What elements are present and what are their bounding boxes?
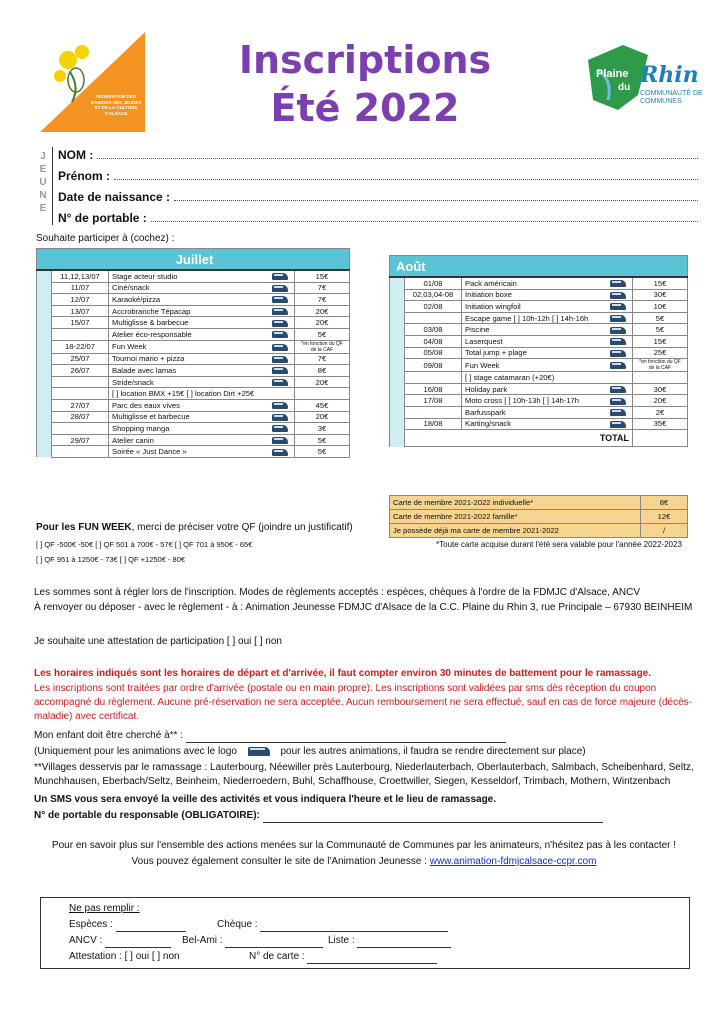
juillet-transport bbox=[266, 294, 295, 306]
aout-date bbox=[405, 372, 462, 384]
juillet-row bbox=[37, 340, 350, 353]
office-title: Ne pas remplir : bbox=[69, 903, 140, 914]
footer-contact: Pour en savoir plus sur l'ensemble des actions menées sur la Communauté de Communes par les animateurs, n'hésitez pas à les contacter ! bbox=[51, 840, 677, 851]
bus-icon bbox=[610, 315, 626, 322]
juillet-date: 25/07 bbox=[52, 353, 109, 365]
especes-label: Espèces : bbox=[69, 919, 113, 930]
aout-price: 5€ bbox=[633, 324, 688, 336]
aout-activity: [ ] stage catamaran (+20€) bbox=[462, 372, 605, 384]
bus-icon bbox=[272, 414, 288, 421]
aout-date: 16/08 bbox=[405, 383, 462, 395]
juillet-checkbox-strip[interactable] bbox=[37, 340, 52, 353]
juillet-transport bbox=[266, 317, 295, 329]
bus-icon bbox=[272, 296, 288, 303]
office-liste bbox=[328, 934, 451, 948]
aout-transport bbox=[604, 359, 633, 372]
bus-icon bbox=[272, 344, 288, 351]
membership-note: *Toute carte acquise durant l'été sera valable pour l'année 2022-2023 bbox=[436, 540, 682, 549]
bus-icon bbox=[248, 747, 270, 756]
aout-activity: Holiday park bbox=[462, 383, 605, 395]
attestation-choice[interactable]: Je souhaite une attestation de participation [ ] oui [ ] non bbox=[34, 636, 282, 647]
aout-total-value[interactable] bbox=[633, 430, 688, 447]
office-ancv bbox=[69, 934, 171, 948]
aout-price: 35€ bbox=[633, 418, 688, 430]
juillet-price: 45€ bbox=[295, 399, 350, 411]
funweek-heading-rest: , merci de préciser votre QF (joindre un justificatif) bbox=[131, 522, 353, 533]
bus-icon bbox=[272, 308, 288, 315]
juillet-date bbox=[52, 388, 109, 400]
juillet-transport bbox=[266, 388, 295, 400]
juillet-date: 28/07 bbox=[52, 411, 109, 423]
belami-label: Bel-Ami : bbox=[182, 935, 223, 946]
bus-icon bbox=[610, 362, 626, 369]
bus-icon bbox=[610, 327, 626, 334]
funweek-qf-line-2[interactable]: [ ] QF 951 à 1250€ - 73€ [ ] QF +1250€ - 80€ bbox=[36, 555, 186, 564]
juillet-date bbox=[52, 446, 109, 458]
juillet-checkbox-strip[interactable] bbox=[37, 294, 52, 306]
juillet-activity: Atelier éco-responsable bbox=[109, 328, 267, 340]
juillet-row bbox=[37, 423, 350, 435]
bus-icon bbox=[610, 280, 626, 287]
mobile-field[interactable] bbox=[58, 211, 698, 225]
logo-word-rhin: Rhin bbox=[640, 62, 699, 88]
juillet-row bbox=[37, 282, 350, 294]
villages-list: **Villages desservis par le ramassage : Lauterbourg, Néewiller près Lauterbourg, Niederlauterbach, Oberlauterbach, Salmbach, Scheibenhard, Seltz, Munchhausen, Eberbach/Seltz, Beinheim, Niederroedern, Buhl, Schaffhouse, Croettwiller, Siegen, Kesseldorf, Trimbach, Mothern, Wintzenbach bbox=[34, 762, 694, 787]
aout-transport bbox=[604, 312, 633, 324]
jeune-letter: E bbox=[39, 203, 47, 214]
aout-transport bbox=[604, 335, 633, 347]
aout-checkbox-strip[interactable] bbox=[390, 406, 405, 418]
birthdate-line[interactable] bbox=[174, 190, 698, 201]
bus-icon bbox=[610, 386, 626, 393]
aout-activity: Piscine bbox=[462, 324, 605, 336]
bus-icon bbox=[272, 425, 288, 432]
aout-date: 17/08 bbox=[405, 395, 462, 407]
bus-icon bbox=[610, 338, 626, 345]
aout-activity: Pack américain bbox=[462, 277, 605, 289]
juillet-price: 5€ bbox=[295, 446, 350, 458]
juillet-activity: [ ] location BMX +15€ [ ] location Dirt +25€ bbox=[109, 388, 267, 400]
juillet-activity: Stride/snack bbox=[109, 376, 267, 388]
aout-row bbox=[390, 347, 688, 359]
prenom-line[interactable] bbox=[114, 169, 698, 180]
aout-checkbox-strip[interactable] bbox=[390, 347, 405, 359]
juillet-checkbox-strip[interactable] bbox=[37, 365, 52, 377]
juillet-date: 11/07 bbox=[52, 282, 109, 294]
website-link[interactable]: www.animation-fdmjcalsace-ccpr.com bbox=[429, 856, 597, 867]
page-title bbox=[190, 36, 540, 132]
aout-price: 15€ bbox=[633, 335, 688, 347]
liste-label: Liste : bbox=[328, 935, 355, 946]
aout-price: 2€ bbox=[633, 406, 688, 418]
juillet-transport bbox=[266, 365, 295, 377]
bus-icon bbox=[610, 398, 626, 405]
membership-row[interactable] bbox=[390, 496, 688, 510]
aout-price: 15€ bbox=[633, 277, 688, 289]
juillet-price: 20€ bbox=[295, 411, 350, 423]
jeune-letter: U bbox=[39, 177, 47, 188]
bus-icon bbox=[272, 367, 288, 374]
jeune-side-label bbox=[37, 150, 49, 215]
identity-divider bbox=[52, 147, 53, 225]
pickup-location[interactable] bbox=[34, 729, 694, 743]
liste-line bbox=[357, 937, 451, 948]
aout-transport bbox=[604, 347, 633, 359]
sms-notice: Un SMS vous sera envoyé la veille des activités et vous indiquera l'heure et le lieu de ramassage. bbox=[34, 794, 497, 805]
aout-activity: Initiation boxe bbox=[462, 289, 605, 301]
membership-label: Je possède déjà ma carte de membre 2021-2022 bbox=[390, 524, 641, 538]
aout-activity: Moto cross [ ] 10h-13h [ ] 14h-17h bbox=[462, 395, 605, 407]
aout-date: 03/08 bbox=[405, 324, 462, 336]
juillet-transport bbox=[266, 353, 295, 365]
membership-table bbox=[389, 495, 688, 538]
nom-label: NOM : bbox=[58, 148, 94, 162]
office-especes bbox=[69, 918, 186, 932]
logo-word-plaine: Plaine bbox=[596, 68, 629, 80]
logo-subtitle: COMMUNAUTÉ DE COMMUNES bbox=[640, 90, 703, 105]
juillet-activity: Shopping manga bbox=[109, 423, 267, 435]
juillet-date: 12/07 bbox=[52, 294, 109, 306]
aout-checkbox-strip[interactable] bbox=[390, 289, 405, 301]
juillet-row bbox=[37, 328, 350, 340]
juillet-row bbox=[37, 434, 350, 446]
return-address: À renvoyer ou déposer - avec le règlement - à : Animation Jeunesse FDMJC d'Alsace de la C.C. Plaine du Rhin 3, rue Principale – 67930 BEINHEIM bbox=[34, 602, 693, 613]
juillet-price: 5€ bbox=[295, 328, 350, 340]
aout-checkbox-strip[interactable] bbox=[390, 277, 405, 289]
aout-row bbox=[390, 324, 688, 336]
aout-checkbox-strip[interactable] bbox=[390, 383, 405, 395]
aout-title: Août bbox=[390, 256, 688, 278]
nom-field[interactable] bbox=[58, 148, 698, 162]
juillet-activity: Balade avec lamas bbox=[109, 365, 267, 377]
title-line-1: Inscriptions bbox=[238, 38, 492, 82]
fdmjc-logo bbox=[40, 32, 145, 132]
office-carte bbox=[249, 950, 437, 964]
aout-checkbox-strip[interactable] bbox=[390, 418, 405, 430]
juillet-checkbox-strip[interactable] bbox=[37, 399, 52, 411]
juillet-activity: Accrobranche Tépacap bbox=[109, 305, 267, 317]
juillet-row bbox=[37, 399, 350, 411]
aout-price: 5€ bbox=[633, 312, 688, 324]
membership-price: 12€ bbox=[641, 510, 688, 524]
aout-price bbox=[633, 372, 688, 384]
juillet-activity: Parc des eaux vives bbox=[109, 399, 267, 411]
aout-date: 04/08 bbox=[405, 335, 462, 347]
bus-icon bbox=[272, 379, 288, 386]
juillet-row bbox=[37, 305, 350, 317]
aout-total-label: TOTAL bbox=[405, 430, 633, 447]
aout-date bbox=[405, 312, 462, 324]
office-attestation: Attestation : [ ] oui [ ] non bbox=[69, 951, 180, 962]
juillet-title: Juillet bbox=[37, 249, 350, 271]
juillet-date: 26/07 bbox=[52, 365, 109, 377]
bus-icon bbox=[610, 350, 626, 357]
carte-label: N° de carte : bbox=[249, 951, 305, 962]
ancv-line bbox=[105, 937, 171, 948]
bus-icon bbox=[272, 356, 288, 363]
logo-word-du: du bbox=[618, 82, 631, 93]
aout-transport bbox=[604, 301, 633, 313]
office-use-box bbox=[40, 897, 690, 969]
aout-price: *en fonction du QF de la CAF bbox=[633, 359, 688, 372]
membership-label: Carte de membre 2021-2022 famille* bbox=[390, 510, 641, 524]
aout-checkbox-strip[interactable] bbox=[390, 312, 405, 324]
aout-date: 02/08 bbox=[405, 301, 462, 313]
juillet-activity: Multiglisse et barbecue bbox=[109, 411, 267, 423]
aout-price: 20€ bbox=[633, 395, 688, 407]
office-cheque bbox=[217, 918, 448, 932]
aout-checkbox-strip[interactable] bbox=[390, 324, 405, 336]
juillet-transport bbox=[266, 270, 295, 282]
juillet-date: 15/07 bbox=[52, 317, 109, 329]
juillet-checkbox-strip[interactable] bbox=[37, 353, 52, 365]
aout-row bbox=[390, 372, 688, 384]
juillet-price: 20€ bbox=[295, 317, 350, 329]
cheque-line bbox=[260, 921, 448, 932]
bus-icon bbox=[610, 409, 626, 416]
bus-icon bbox=[272, 320, 288, 327]
juillet-price: 7€ bbox=[295, 282, 350, 294]
juillet-checkbox-strip[interactable] bbox=[37, 446, 52, 458]
belami-line bbox=[225, 937, 323, 948]
juillet-price: 20€ bbox=[295, 376, 350, 388]
aout-row bbox=[390, 335, 688, 347]
aout-date: 09/08 bbox=[405, 359, 462, 372]
pickup-note-b: pour les autres animations, il faudra se rendre directement sur place) bbox=[280, 746, 586, 757]
aout-row bbox=[390, 277, 688, 289]
juillet-transport bbox=[266, 340, 295, 353]
juillet-transport bbox=[266, 328, 295, 340]
aout-transport bbox=[604, 395, 633, 407]
juillet-checkbox-strip[interactable] bbox=[37, 328, 52, 340]
aout-transport bbox=[604, 324, 633, 336]
footer-website-label: Vous pouvez également consulter le site de l'Animation Jeunesse : bbox=[131, 856, 427, 867]
juillet-transport bbox=[266, 434, 295, 446]
juillet-table bbox=[36, 248, 350, 458]
aout-activity: Initiation wingfoil bbox=[462, 301, 605, 313]
juillet-price: *en fonction du QF de la CAF bbox=[295, 340, 350, 353]
juillet-date: 11,12,13/07 bbox=[52, 270, 109, 282]
aout-activity: Laserquest bbox=[462, 335, 605, 347]
bus-icon bbox=[610, 303, 626, 310]
aout-checkbox-strip[interactable] bbox=[390, 301, 405, 313]
pickup-note-a: (Uniquement pour les animations avec le logo bbox=[34, 746, 237, 757]
juillet-row bbox=[37, 411, 350, 423]
title-line-2: Été 2022 bbox=[270, 86, 460, 130]
juillet-date: 29/07 bbox=[52, 434, 109, 446]
fdmjc-logo-text: FÉDÉRATION DES MAISONS DES JEUNES ET DE LA CULTURE D'ALSACE bbox=[90, 94, 142, 116]
guardian-phone[interactable] bbox=[34, 809, 694, 823]
funweek-qf-line-1[interactable]: [ ] QF -500€ -50€ [ ] QF 501 à 700€ - 57€ [ ] QF 701 à 950€ - 65€ bbox=[36, 540, 253, 549]
bus-icon bbox=[272, 449, 288, 456]
prenom-field[interactable] bbox=[58, 169, 698, 183]
juillet-price: 15€ bbox=[295, 270, 350, 282]
juillet-checkbox-strip[interactable] bbox=[37, 305, 52, 317]
mobile-line[interactable] bbox=[151, 211, 698, 222]
juillet-row bbox=[37, 388, 350, 400]
aout-row bbox=[390, 312, 688, 324]
juillet-transport bbox=[266, 376, 295, 388]
juillet-price bbox=[295, 388, 350, 400]
mobile-label: N° de portable : bbox=[58, 211, 147, 225]
aout-activity: Karting/snack bbox=[462, 418, 605, 430]
juillet-transport bbox=[266, 399, 295, 411]
aout-row bbox=[390, 406, 688, 418]
guardian-phone-line[interactable] bbox=[263, 812, 603, 823]
juillet-activity: Atelier canin bbox=[109, 434, 267, 446]
juillet-transport bbox=[266, 446, 295, 458]
jeune-letter: E bbox=[39, 164, 47, 175]
aout-checkbox-strip[interactable] bbox=[390, 335, 405, 347]
aout-row bbox=[390, 395, 688, 407]
footer-website bbox=[34, 855, 694, 869]
juillet-price: 3€ bbox=[295, 423, 350, 435]
cheque-label: Chèque : bbox=[217, 919, 258, 930]
aout-row bbox=[390, 418, 688, 430]
aout-date: 18/08 bbox=[405, 418, 462, 430]
juillet-checkbox-strip[interactable] bbox=[37, 317, 52, 329]
membership-row[interactable] bbox=[390, 510, 688, 524]
juillet-date: 18-22/07 bbox=[52, 340, 109, 353]
bus-icon bbox=[610, 292, 626, 299]
funweek-heading bbox=[36, 522, 353, 533]
juillet-price: 8€ bbox=[295, 365, 350, 377]
funweek-heading-bold: Pour les FUN WEEK bbox=[36, 522, 132, 533]
juillet-date bbox=[52, 376, 109, 388]
membership-price: 8€ bbox=[641, 496, 688, 510]
prenom-label: Prénom : bbox=[58, 169, 111, 183]
juillet-checkbox-strip[interactable] bbox=[37, 376, 52, 388]
juillet-transport bbox=[266, 423, 295, 435]
aout-date: 02,03,04-08 bbox=[405, 289, 462, 301]
aout-price: 30€ bbox=[633, 383, 688, 395]
pickup-label: Mon enfant doit être cherché à** : bbox=[34, 730, 183, 741]
aout-activity: Barfusspark bbox=[462, 406, 605, 418]
aout-transport bbox=[604, 277, 633, 289]
guardian-phone-label: N° de portable du responsable (OBLIGATOIRE): bbox=[34, 810, 260, 821]
juillet-activity: Stage acteur studio bbox=[109, 270, 267, 282]
aout-table bbox=[389, 255, 688, 447]
birthdate-label: Date de naissance : bbox=[58, 190, 171, 204]
ancv-label: ANCV : bbox=[69, 935, 103, 946]
aout-row bbox=[390, 383, 688, 395]
juillet-activity: Tournoi mario + pizza bbox=[109, 353, 267, 365]
membership-price: / bbox=[641, 524, 688, 538]
juillet-transport bbox=[266, 411, 295, 423]
payment-info: Les sommes sont à régler lors de l'inscription. Modes de règlements acceptés : espèces, chèques à l'ordre de la FDMJC d'Alsace, ANCV bbox=[34, 587, 641, 598]
aout-date bbox=[405, 406, 462, 418]
aout-transport bbox=[604, 406, 633, 418]
juillet-price: 7€ bbox=[295, 294, 350, 306]
juillet-date: 13/07 bbox=[52, 305, 109, 317]
plaine-du-rhin-logo bbox=[578, 40, 708, 130]
aout-transport bbox=[604, 372, 633, 384]
aout-checkbox-strip[interactable] bbox=[390, 372, 405, 384]
intro-text: Souhaite participer à (cochez) : bbox=[36, 233, 175, 244]
juillet-checkbox-strip[interactable] bbox=[37, 282, 52, 294]
juillet-row bbox=[37, 376, 350, 388]
juillet-checkbox-strip[interactable] bbox=[37, 423, 52, 435]
juillet-row bbox=[37, 365, 350, 377]
juillet-activity: Karaoké/pizza bbox=[109, 294, 267, 306]
aout-date: 05/08 bbox=[405, 347, 462, 359]
aout-price: 25€ bbox=[633, 347, 688, 359]
aout-checkbox-strip[interactable] bbox=[390, 359, 405, 372]
schedule-warning: Les horaires indiqués sont les horaires de départ et d'arrivée, il faut compter environ 30 minutes de battement pour le ramassage. bbox=[34, 668, 652, 679]
juillet-row bbox=[37, 317, 350, 329]
aout-transport bbox=[604, 418, 633, 430]
aout-row bbox=[390, 359, 688, 372]
carte-line bbox=[307, 953, 437, 964]
bus-icon bbox=[610, 421, 626, 428]
aout-date: 01/08 bbox=[405, 277, 462, 289]
juillet-row bbox=[37, 446, 350, 458]
juillet-date: 27/07 bbox=[52, 399, 109, 411]
juillet-date bbox=[52, 328, 109, 340]
nom-line[interactable] bbox=[97, 148, 698, 159]
aout-row bbox=[390, 301, 688, 313]
aout-transport bbox=[604, 289, 633, 301]
aout-checkbox-strip[interactable] bbox=[390, 395, 405, 407]
aout-activity: Fun Week bbox=[462, 359, 605, 372]
bus-icon bbox=[272, 273, 288, 280]
juillet-row bbox=[37, 294, 350, 306]
especes-line bbox=[116, 921, 186, 932]
jeune-letter: N bbox=[39, 190, 47, 201]
pickup-line[interactable] bbox=[186, 732, 506, 743]
juillet-transport bbox=[266, 305, 295, 317]
aout-row bbox=[390, 289, 688, 301]
juillet-checkbox-strip[interactable] bbox=[37, 434, 52, 446]
bus-icon bbox=[272, 402, 288, 409]
membership-row[interactable] bbox=[390, 524, 688, 538]
juillet-price: 20€ bbox=[295, 305, 350, 317]
juillet-price: 5€ bbox=[295, 434, 350, 446]
aout-total-strip bbox=[390, 430, 405, 447]
membership-label: Carte de membre 2021-2022 individuelle* bbox=[390, 496, 641, 510]
juillet-activity: Ciné/snack bbox=[109, 282, 267, 294]
juillet-date bbox=[52, 423, 109, 435]
aout-price: 30€ bbox=[633, 289, 688, 301]
aout-transport bbox=[604, 383, 633, 395]
juillet-checkbox-strip[interactable] bbox=[37, 270, 52, 282]
bus-icon bbox=[272, 331, 288, 338]
aout-activity: Escape game [ ] 10h-12h [ ] 14h-16h bbox=[462, 312, 605, 324]
bus-icon bbox=[272, 285, 288, 292]
juillet-activity: Fun Week bbox=[109, 340, 267, 353]
juillet-price: 7€ bbox=[295, 353, 350, 365]
jeune-letter: J bbox=[40, 151, 46, 162]
pickup-note bbox=[34, 745, 714, 759]
aout-activity: Total jump + plage bbox=[462, 347, 605, 359]
bus-icon bbox=[272, 437, 288, 444]
juillet-activity: Soirée « Just Dance » bbox=[109, 446, 267, 458]
juillet-checkbox-strip[interactable] bbox=[37, 388, 52, 400]
birthdate-field[interactable] bbox=[58, 190, 698, 204]
aout-price: 10€ bbox=[633, 301, 688, 313]
juillet-checkbox-strip[interactable] bbox=[37, 411, 52, 423]
juillet-row bbox=[37, 270, 350, 282]
juillet-activity: Multiglisse & barbecue bbox=[109, 317, 267, 329]
office-belami bbox=[182, 934, 323, 948]
juillet-row bbox=[37, 353, 350, 365]
juillet-transport bbox=[266, 282, 295, 294]
registration-rules: Les inscriptions sont traitées par ordre d'arrivée (postale ou en main propre). Les inscriptions sont validées par sms dès réception du coupon accompagné du règlement. Aucune pré-réservation ne sera acceptée. Aucun remboursement ne sera effectué, sauf en cas de force majeure (décès-maladie) avec certificat. bbox=[34, 683, 692, 722]
